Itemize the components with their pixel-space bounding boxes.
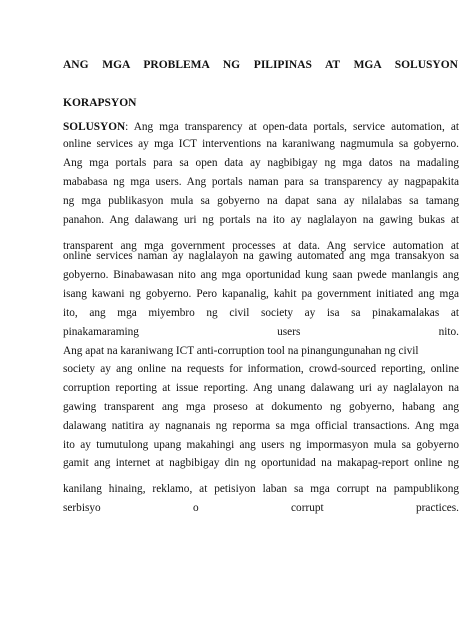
solution-label: SOLUSYON bbox=[63, 121, 126, 133]
body-line: ito, ang mga miyembro ng civil society ay isa sa pinakamalakas at bbox=[63, 307, 459, 319]
body-line: society ay ang online na requests for information, crowd-sourced reporting, online bbox=[63, 363, 459, 375]
body-line: dalawang natitira ay nagnanais ng reporma sa mga official transactions. Ang mga bbox=[63, 420, 459, 432]
body-line: SOLUSYON: Ang mga transparency at open-data portals, service automation, at bbox=[63, 121, 459, 133]
body-line: pinakamaraming users nito. bbox=[63, 326, 459, 338]
section-heading: KORAPSYON bbox=[63, 97, 137, 109]
body-line: transparent ang mga government processes at data. Ang service automation at bbox=[63, 240, 459, 252]
body-line: Ang mga portals para sa open data ay nagbibigay ng mga datos na madaling bbox=[63, 157, 459, 169]
body-line: mababasa ng mga users. Ang portals naman para sa transparency ay nagpapakita bbox=[63, 176, 459, 188]
body-line: gobyerno. Binabawasan nito ang mga oportunidad kung saan pwede manlangis ang bbox=[63, 269, 459, 281]
body-line: online services naman ay naglalayon na gawing automated ang mga transakyon sa bbox=[63, 250, 459, 262]
body-line: gawing transparent ang mga proseso at dokumento ng gobyerno, habang ang bbox=[63, 401, 459, 413]
body-line: isang kawani ng gobyerno. Pero kapanalig, kahit pa government initiated ang mga bbox=[63, 288, 459, 300]
document-title: ANG MGA PROBLEMA NG PILIPINAS AT MGA SOLUSYON bbox=[63, 59, 458, 71]
body-line: corruption reporting at issue reporting. Ang unang dalawang uri ay naglalayon na bbox=[63, 382, 459, 394]
body-line: gamit ang internet at nagbibigay din ng oportunidad na makapag-report online ng bbox=[63, 457, 459, 469]
body-line: online services ay mga ICT interventions na karaniwang nagmumula sa gobyerno. bbox=[63, 138, 459, 150]
body-line: ng mga publikasyon mula sa gobyerno na dapat sana ay nilalabas sa tamang bbox=[63, 195, 459, 207]
body-line: panahon. Ang dalawang uri ng portals na ito ay naglalayon na gawing bukas at bbox=[63, 214, 459, 226]
body-line: Ang apat na karaniwang ICT anti-corruption tool na pinangungunahan ng civil bbox=[63, 345, 419, 357]
body-line: kanilang hinaing, reklamo, at petisiyon laban sa mga corrupt na pampublikong bbox=[63, 483, 459, 495]
body-line: serbisyo o corrupt practices. bbox=[63, 502, 459, 514]
body-line: ito ay tumutulong upang makahingi ang users ng impormasyon mula sa gobyerno bbox=[63, 439, 459, 451]
